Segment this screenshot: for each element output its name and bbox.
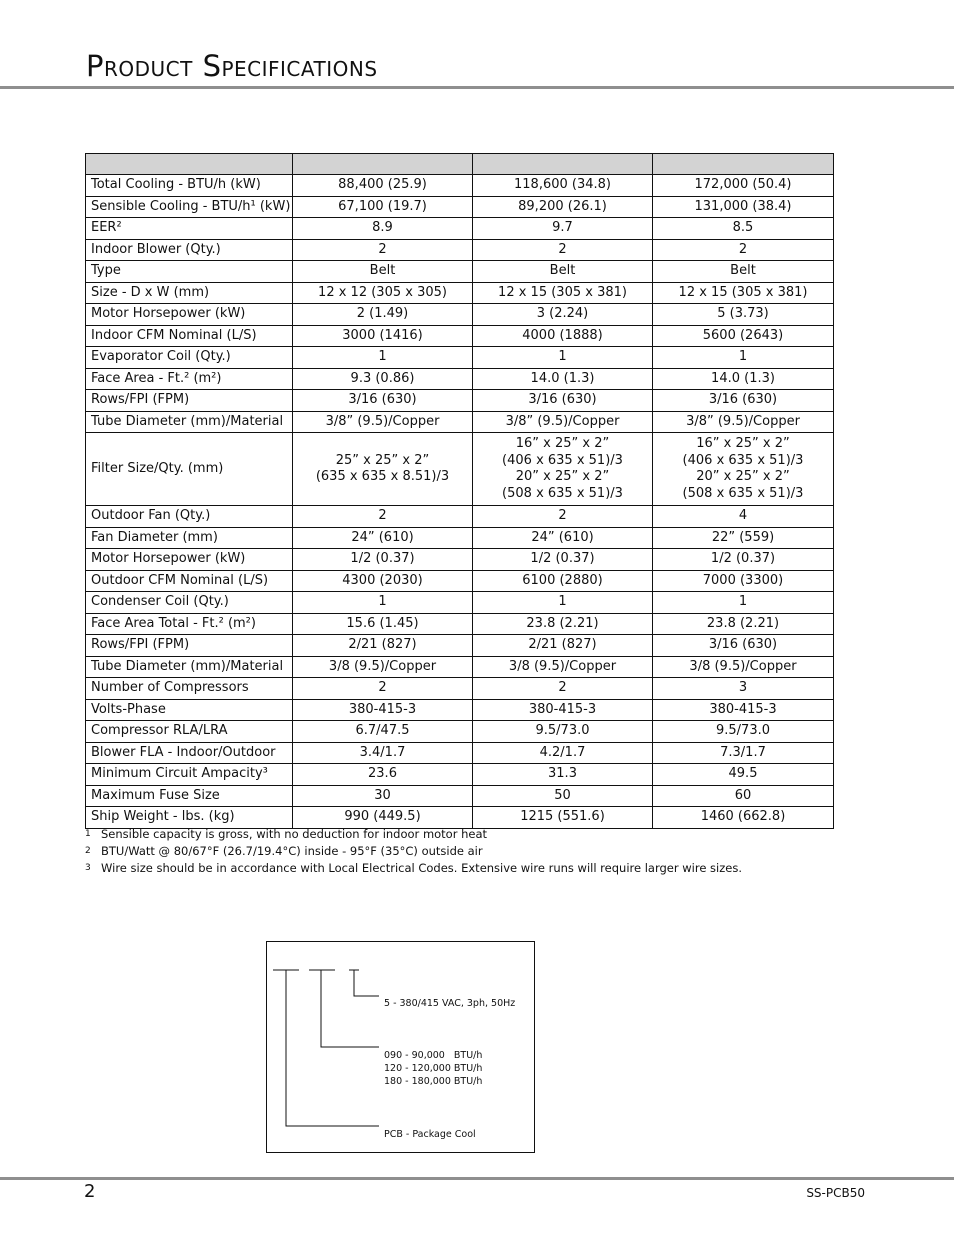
spec-label-cell: Outdoor CFM Nominal (L/S) [86, 570, 293, 592]
spec-value-cell: 6.7/47.5 [293, 721, 473, 743]
spec-label-cell: Tube Diameter (mm)/Material [86, 411, 293, 433]
spec-label-cell: Tube Diameter (mm)/Material [86, 656, 293, 678]
spec-value-cell: 15.6 (1.45) [293, 613, 473, 635]
footnotes [85, 826, 742, 877]
table-row [86, 656, 834, 678]
table-row [86, 613, 834, 635]
spec-value-cell: 3 (2.24) [473, 304, 653, 326]
series-code-label: PCB - Package Cool [384, 1129, 476, 1140]
spec-value-cell: 1 [653, 347, 834, 369]
spec-label-cell: Face Area Total - Ft.² (m²) [86, 613, 293, 635]
spec-value-cell: 3000 (1416) [293, 325, 473, 347]
spec-label-cell: Indoor CFM Nominal (L/S) [86, 325, 293, 347]
spec-value-cell: 2 [293, 239, 473, 261]
spec-value-cell: 3/16 (630) [473, 390, 653, 412]
spec-value-cell: 12 x 12 (305 x 305) [293, 282, 473, 304]
table-row [86, 592, 834, 614]
spec-value-cell: 3/8 (9.5)/Copper [473, 656, 653, 678]
table-row [86, 261, 834, 283]
voltage-code-label: 5 - 380/415 VAC, 3ph, 50Hz [384, 998, 516, 1009]
table-row [86, 411, 834, 433]
table-row [86, 742, 834, 764]
spec-value-cell: 8.9 [293, 218, 473, 240]
spec-value-cell: 31.3 [473, 764, 653, 786]
spec-value-cell: 9.3 (0.86) [293, 368, 473, 390]
header-cell [293, 154, 473, 175]
table-row [86, 570, 834, 592]
spec-value-cell: 380-415-3 [473, 699, 653, 721]
table-row [86, 527, 834, 549]
spec-label-cell: Indoor Blower (Qty.) [86, 239, 293, 261]
model-number-diagram [266, 941, 535, 1153]
spec-value-cell: 22” (559) [653, 527, 834, 549]
spec-value-cell: 12 x 15 (305 x 381) [653, 282, 834, 304]
page-title: Product Specifications [86, 49, 378, 83]
spec-value-cell: 5 (3.73) [653, 304, 834, 326]
spec-value-cell: 49.5 [653, 764, 834, 786]
spec-label-cell: Compressor RLA/LRA [86, 721, 293, 743]
spec-value-cell: 3/8 (9.5)/Copper [653, 656, 834, 678]
spec-label-cell: Filter Size/Qty. (mm) [86, 433, 293, 506]
spec-value-cell: 23.6 [293, 764, 473, 786]
footnote-text: Sensible capacity is gross, with no deduction for indoor motor heat [101, 827, 488, 841]
spec-value-cell: 50 [473, 785, 653, 807]
spec-value-cell: 1/2 (0.37) [293, 549, 473, 571]
spec-value-cell: 16” x 25” x 2” (406 x 635 x 51)/3 20” x 25” x 2” (508 x 635 x 51)/3 [653, 433, 834, 506]
spec-value-cell: 14.0 (1.3) [653, 368, 834, 390]
spec-value-cell: 4000 (1888) [473, 325, 653, 347]
footnote-text: Wire size should be in accordance with Local Electrical Codes. Extensive wire runs will require larger wire sizes. [101, 861, 743, 875]
spec-value-cell: 3/8” (9.5)/Copper [653, 411, 834, 433]
spec-value-cell: 2 [293, 678, 473, 700]
spec-label-cell: Blower FLA - Indoor/Outdoor [86, 742, 293, 764]
spec-value-cell: 3/16 (630) [653, 635, 834, 657]
spec-value-cell: 9.7 [473, 218, 653, 240]
header-rule [0, 86, 954, 89]
spec-label-cell: Face Area - Ft.² (m²) [86, 368, 293, 390]
footnote-mark: 3 [85, 863, 91, 873]
spec-label-cell: Motor Horsepower (kW) [86, 549, 293, 571]
spec-value-cell: 2 [653, 239, 834, 261]
spec-value-cell: 67,100 (19.7) [293, 196, 473, 218]
spec-value-cell: 1/2 (0.37) [473, 549, 653, 571]
table-row [86, 721, 834, 743]
spec-label-cell: EER² [86, 218, 293, 240]
spec-value-cell: 2/21 (827) [293, 635, 473, 657]
spec-value-cell: 4.2/1.7 [473, 742, 653, 764]
spec-value-cell: 3/8” (9.5)/Copper [473, 411, 653, 433]
spec-value-cell: 1 [293, 347, 473, 369]
table-row [86, 304, 834, 326]
table-row [86, 807, 834, 829]
spec-value-cell: 1460 (662.8) [653, 807, 834, 829]
spec-label-cell: Sensible Cooling - BTU/h¹ (kW) [86, 196, 293, 218]
spec-value-cell: 2 [473, 239, 653, 261]
spec-value-cell: 24” (610) [473, 527, 653, 549]
footnote-mark: 2 [85, 846, 91, 856]
spec-value-cell: 1 [653, 592, 834, 614]
header-cell [473, 154, 653, 175]
table-row [86, 785, 834, 807]
spec-value-cell: 5600 (2643) [653, 325, 834, 347]
table-row [86, 635, 834, 657]
table-row [86, 764, 834, 786]
spec-value-cell: 7000 (3300) [653, 570, 834, 592]
spec-value-cell: Belt [653, 261, 834, 283]
spec-value-cell: 7.3/1.7 [653, 742, 834, 764]
specifications-table [85, 153, 834, 829]
header-cell [86, 154, 293, 175]
table-row [86, 368, 834, 390]
spec-value-cell: 25” x 25” x 2” (635 x 635 x 8.51)/3 [293, 433, 473, 506]
spec-value-cell: 60 [653, 785, 834, 807]
spec-label-cell: Motor Horsepower (kW) [86, 304, 293, 326]
spec-value-cell: 12 x 15 (305 x 381) [473, 282, 653, 304]
footnote [85, 860, 742, 877]
capacity-code-label: 180 - 180,000 BTU/h [384, 1076, 483, 1087]
spec-label-cell: Type [86, 261, 293, 283]
spec-value-cell: 6100 (2880) [473, 570, 653, 592]
spec-value-cell: 89,200 (26.1) [473, 196, 653, 218]
spec-label-cell: Minimum Circuit Ampacity³ [86, 764, 293, 786]
spec-value-cell: 1215 (551.6) [473, 807, 653, 829]
spec-label-cell: Maximum Fuse Size [86, 785, 293, 807]
spec-value-cell: 9.5/73.0 [473, 721, 653, 743]
table-row [86, 196, 834, 218]
table-row [86, 175, 834, 197]
table-header-row [86, 154, 834, 175]
table-row [86, 506, 834, 528]
table-row [86, 699, 834, 721]
spec-value-cell: 118,600 (34.8) [473, 175, 653, 197]
spec-value-cell: 16” x 25” x 2” (406 x 635 x 51)/3 20” x 25” x 2” (508 x 635 x 51)/3 [473, 433, 653, 506]
spec-value-cell: 8.5 [653, 218, 834, 240]
spec-label-cell: Ship Weight - lbs. (kg) [86, 807, 293, 829]
spec-value-cell: 2 [473, 678, 653, 700]
spec-value-cell: 23.8 (2.21) [473, 613, 653, 635]
table-row [86, 347, 834, 369]
spec-label-cell: Rows/FPI (FPM) [86, 635, 293, 657]
spec-value-cell: 3.4/1.7 [293, 742, 473, 764]
footnote-text: BTU/Watt @ 80/67°F (26.7/19.4°C) inside - 95°F (35°C) outside air [101, 844, 483, 858]
capacity-code-label: 120 - 120,000 BTU/h [384, 1063, 483, 1074]
spec-value-cell: 1 [293, 592, 473, 614]
spec-label-cell: Rows/FPI (FPM) [86, 390, 293, 412]
page-number: 2 [84, 1181, 96, 1202]
header-cell [653, 154, 834, 175]
spec-value-cell: 4 [653, 506, 834, 528]
table-row [86, 549, 834, 571]
spec-value-cell: Belt [473, 261, 653, 283]
spec-value-cell: 2/21 (827) [473, 635, 653, 657]
spec-label-cell: Total Cooling - BTU/h (kW) [86, 175, 293, 197]
spec-value-cell: 380-415-3 [293, 699, 473, 721]
spec-value-cell: 4300 (2030) [293, 570, 473, 592]
spec-value-cell: 3/16 (630) [653, 390, 834, 412]
table-row [86, 325, 834, 347]
table-row [86, 218, 834, 240]
spec-value-cell: 2 [293, 506, 473, 528]
spec-label-cell: Evaporator Coil (Qty.) [86, 347, 293, 369]
spec-value-cell: 30 [293, 785, 473, 807]
spec-value-cell: 990 (449.5) [293, 807, 473, 829]
spec-value-cell: 14.0 (1.3) [473, 368, 653, 390]
table-row [86, 678, 834, 700]
spec-label-cell: Condenser Coil (Qty.) [86, 592, 293, 614]
table-row [86, 239, 834, 261]
spec-label-cell: Outdoor Fan (Qty.) [86, 506, 293, 528]
footer-rule [0, 1177, 954, 1180]
footnote-mark: 1 [85, 829, 91, 839]
table-row [86, 390, 834, 412]
spec-label-cell: Number of Compressors [86, 678, 293, 700]
spec-value-cell: 3 [653, 678, 834, 700]
spec-value-cell: 1 [473, 347, 653, 369]
spec-value-cell: Belt [293, 261, 473, 283]
spec-value-cell: 3/16 (630) [293, 390, 473, 412]
footnote [85, 826, 742, 843]
spec-value-cell: 88,400 (25.9) [293, 175, 473, 197]
model-number-bracket-lines [267, 942, 534, 1152]
spec-value-cell: 1/2 (0.37) [653, 549, 834, 571]
table-row [86, 433, 834, 506]
spec-value-cell: 2 (1.49) [293, 304, 473, 326]
spec-value-cell: 172,000 (50.4) [653, 175, 834, 197]
spec-value-cell: 23.8 (2.21) [653, 613, 834, 635]
spec-value-cell: 131,000 (38.4) [653, 196, 834, 218]
footnote [85, 843, 742, 860]
spec-value-cell: 3/8 (9.5)/Copper [293, 656, 473, 678]
spec-label-cell: Volts-Phase [86, 699, 293, 721]
spec-value-cell: 1 [473, 592, 653, 614]
spec-value-cell: 2 [473, 506, 653, 528]
capacity-code-label: 090 - 90,000 BTU/h [384, 1050, 483, 1061]
spec-value-cell: 3/8” (9.5)/Copper [293, 411, 473, 433]
spec-label-cell: Fan Diameter (mm) [86, 527, 293, 549]
document-code: SS-PCB50 [806, 1186, 865, 1200]
spec-label-cell: Size - D x W (mm) [86, 282, 293, 304]
spec-value-cell: 9.5/73.0 [653, 721, 834, 743]
spec-value-cell: 380-415-3 [653, 699, 834, 721]
spec-value-cell: 24” (610) [293, 527, 473, 549]
table-row [86, 282, 834, 304]
capacity-code-list [384, 1049, 482, 1088]
